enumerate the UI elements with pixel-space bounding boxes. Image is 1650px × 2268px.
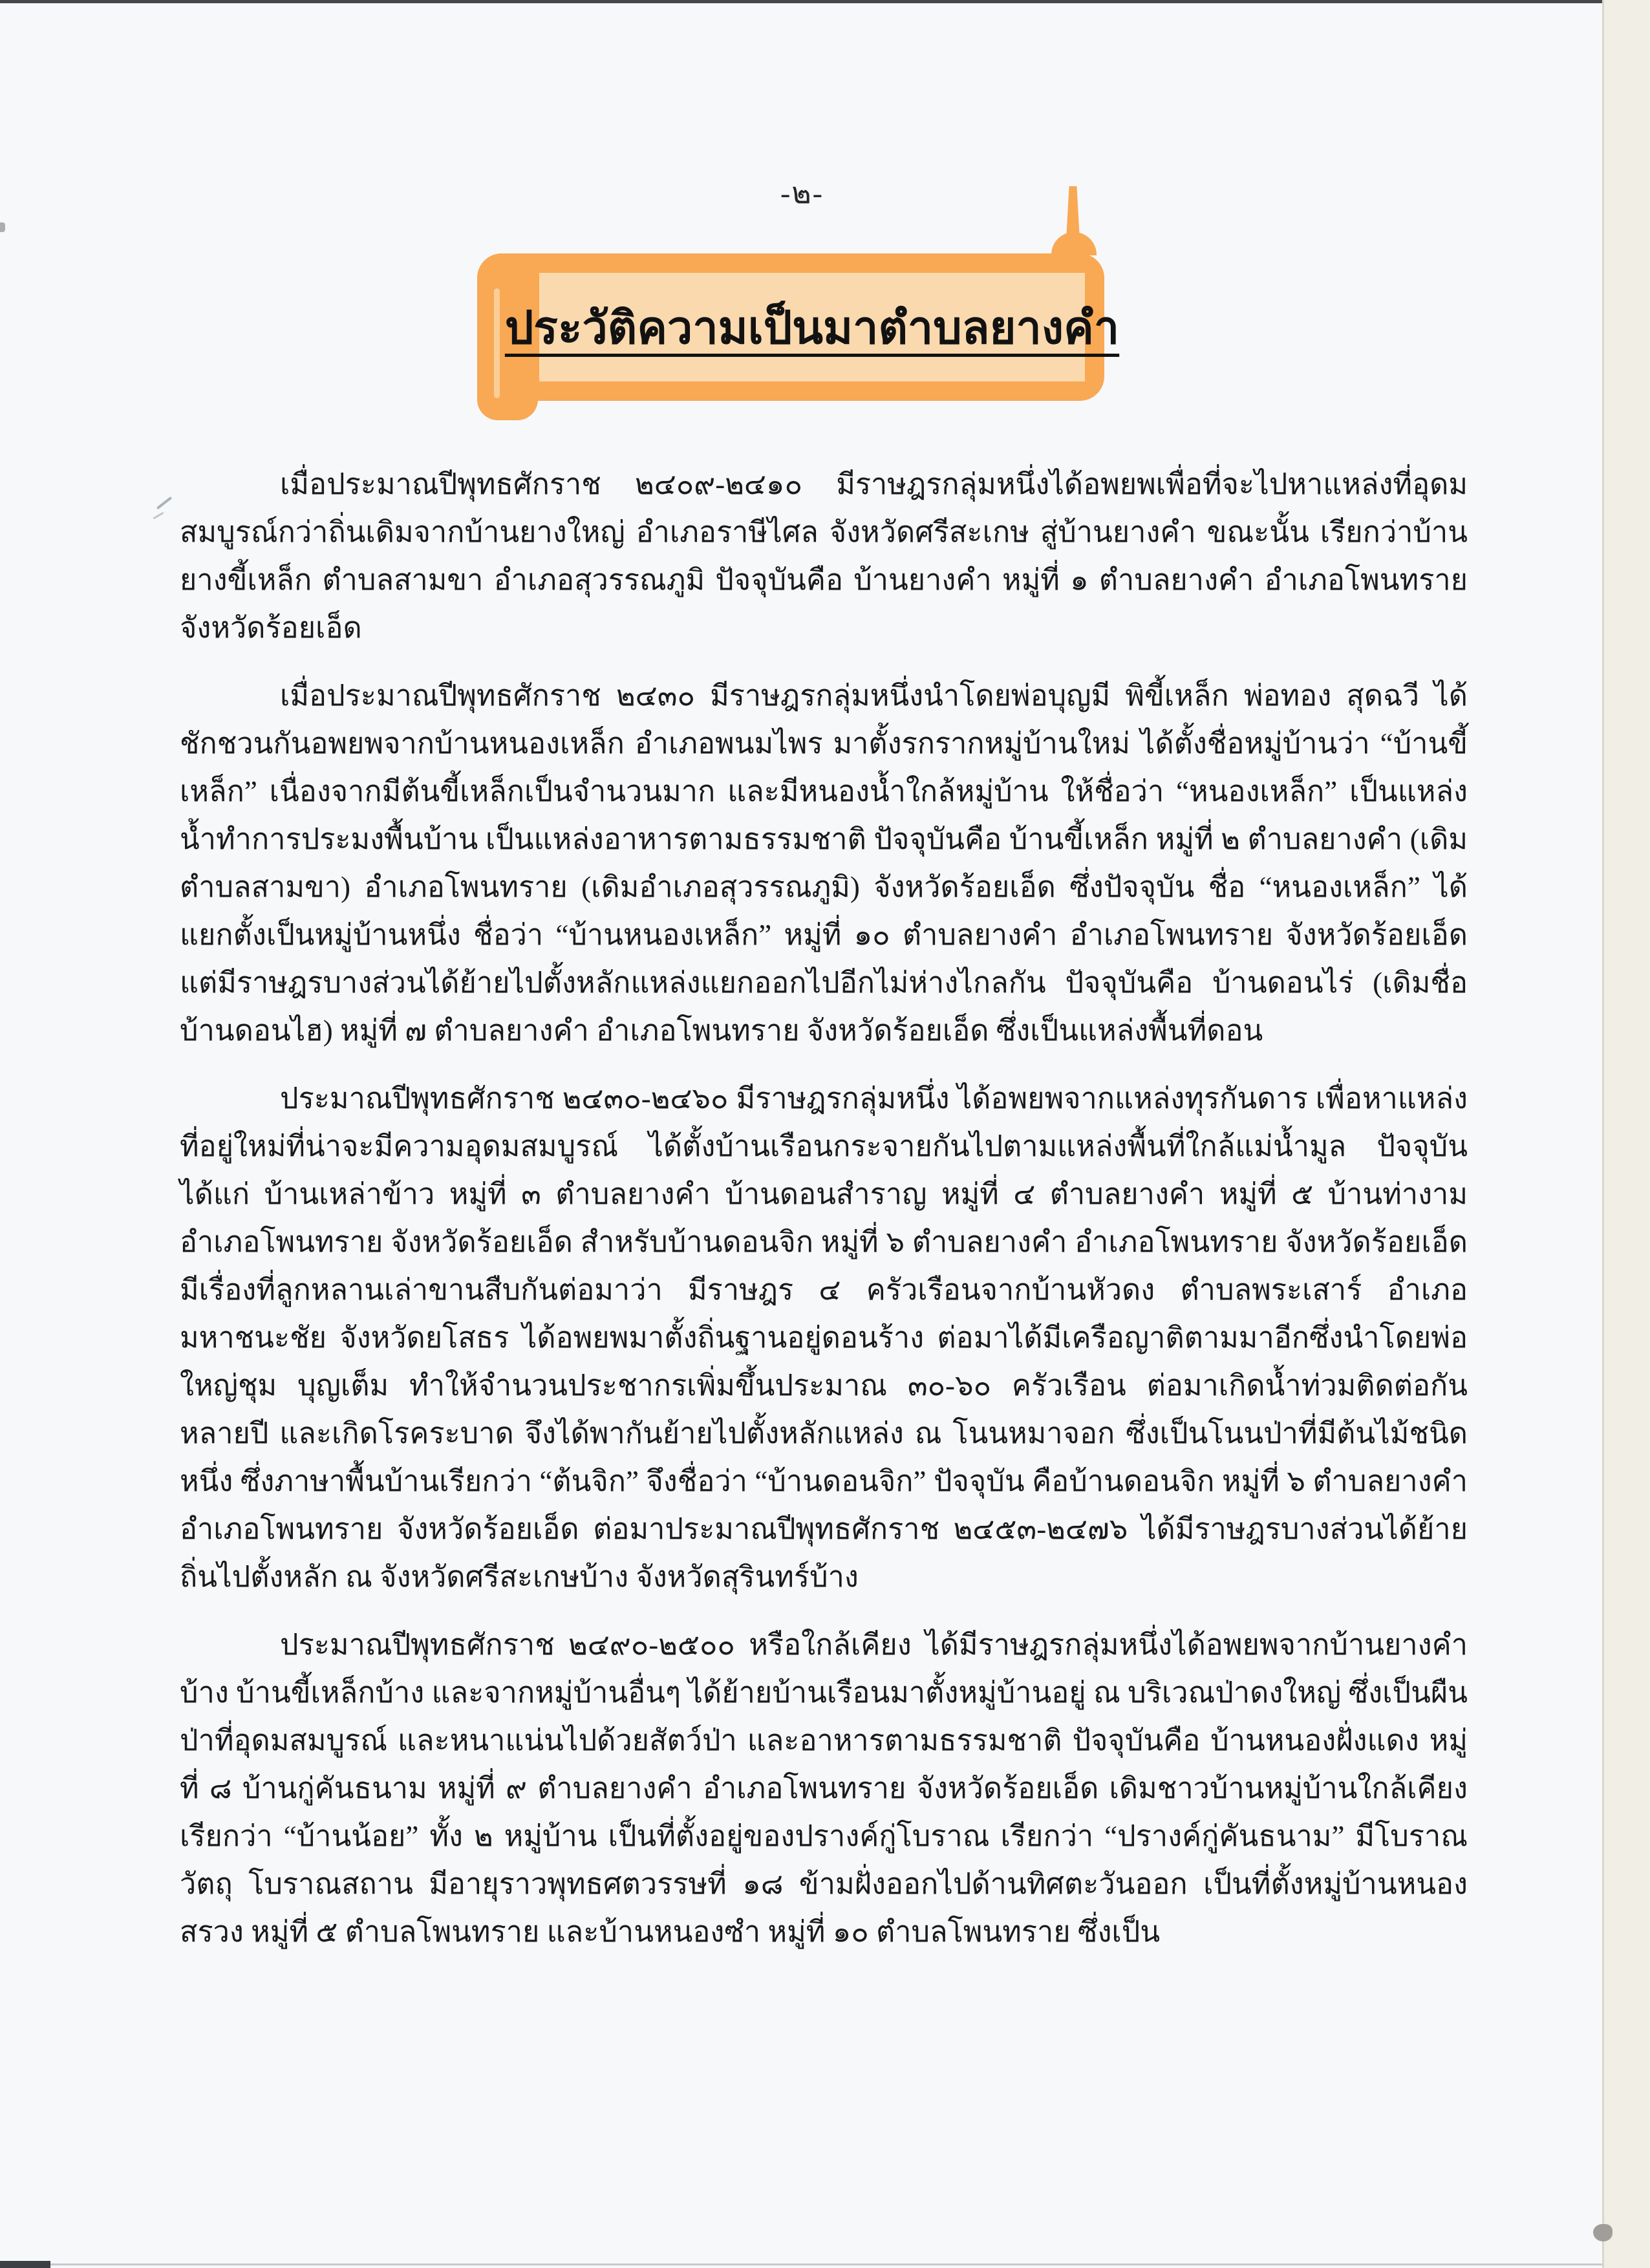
title-banner [477,253,1120,401]
scan-blob-artifact [1593,2224,1612,2241]
page-number: -๒- [780,177,824,209]
paragraph-3: ประมาณปีพุทธศักราช ๒๔๓๐-๒๔๖๐ มีราษฎรกลุ่มหนึ่ง ได้อพยพจากแหล่งทุรกันดาร เพื่อหาแหล่งที่อยู่ใหม่ที่น่าจะมีความอุดมสมบูรณ์ ได้ตั้งบ้านเรือนกระจายกันไปตามแหล่งพื้นที่ใกล้แม่น้ำมูล ปัจจุบันได้แก่ บ้านเหล่าข้าว หมู่ที่ ๓ ตำบลยางคำ บ้านดอนสำราญ หมู่ที่ ๔ ตำบลยางคำ หมู่ที่ ๕ บ้านท่างาม อำเภอโพนทราย จังหวัดร้อยเอ็ด สำหรับบ้านดอนจิก หมู่ที่ ๖ ตำบลยางคำ อำเภอโพนทราย จังหวัดร้อยเอ็ด มีเรื่องที่ลูกหลานเล่าขานสืบกันต่อมาว่า มีราษฎร ๔ ครัวเรือนจากบ้านหัวดง ตำบลพระเสาร์ อำเภอมหาชนะชัย จังหวัดยโสธร ได้อพยพมาตั้งถิ่นฐานอยู่ดอนร้าง ต่อมาได้มีเครือญาติตามมาอีกซึ่งนำโดยพ่อใหญ่ชุม บุญเต็ม ทำให้จำนวนประชากรเพิ่มขึ้นประมาณ ๓๐-๖๐ ครัวเรือน ต่อมาเกิดน้ำท่วมติดต่อกันหลายปี และเกิดโรคระบาด จึงได้พากันย้ายไปตั้งหลักแหล่ง ณ โนนหมาจอก ซึ่งเป็นโนนป่าที่มีต้นไม้ชนิดหนึ่ง ซึ่งภาษาพื้นบ้านเรียกว่า “ต้นจิก” จึงชื่อว่า “บ้านดอนจิก” ปัจจุบัน คือบ้านดอนจิก หมู่ที่ ๖ ตำบลยางคำ อำเภอโพนทราย จังหวัดร้อยเอ็ด ต่อมาประมาณปีพุทธศักราช ๒๔๕๓-๒๔๗๖ ได้มีราษฎรบางส่วนได้ย้ายถิ่นไปตั้งหลัก ณ จังหวัดศรีสะเกษบ้าง จังหวัดสุรินทร์บ้าง [180,1082,1468,1593]
scan-edge-bottom [26,2263,1602,2265]
scan-smudge-artifact [156,497,173,509]
title-banner-panel [504,273,1120,381]
scroll-roll-highlight [494,288,500,398]
scroll-knob-decoration [1051,232,1097,255]
scan-edge-top [0,0,1602,3]
document-body [180,460,1468,1976]
page-title: ประวัติความเป็นมาตำบลยางคำ [504,303,1120,354]
scan-edge-mark [0,222,5,232]
paragraph-1: เมื่อประมาณปีพุทธศักราช ๒๔๐๙-๒๔๑๐ มีราษฎรกลุ่มหนึ่งได้อพยพเพื่อที่จะไปหาแหล่งที่อุดมสมบูรณ์กว่าถิ่นเดิมจากบ้านยางใหญ่ อำเภอราษีไศล จังหวัดศรีสะเกษ สู่บ้านยางคำ ขณะนั้น เรียกว่าบ้านยางขี้เหล็ก ตำบลสามขา อำเภอสุวรรณภูมิ ปัจจุบันคือ บ้านยางคำ หมู่ที่ ๑ ตำบลยางคำ อำเภอโพนทราย จังหวัดร้อยเอ็ด [180,468,1468,644]
paragraph-4: ประมาณปีพุทธศักราช ๒๔๙๐-๒๕๐๐ หรือใกล้เคียง ได้มีราษฎรกลุ่มหนึ่งได้อพยพจากบ้านยางคำบ้าง บ้านขี้เหล็กบ้าง และจากหมู่บ้านอื่นๆ ได้ย้ายบ้านเรือนมาตั้งหมู่บ้านอยู่ ณ บริเวณป่าดงใหญ่ ซึ่งเป็นผืนป่าที่อุดมสมบูรณ์ และหนาแน่นไปด้วยสัตว์ป่า และอาหารตามธรรมชาติ ปัจจุบันคือ บ้านหนองฝั่งแดง หมู่ที่ ๘ บ้านกู่คันธนาม หมู่ที่ ๙ ตำบลยางคำ อำเภอโพนทราย จังหวัดร้อยเอ็ด เดิมชาวบ้านหมู่บ้านใกล้เคียง เรียกว่า “บ้านน้อย” ทั้ง ๒ หมู่บ้าน เป็นที่ตั้งอยู่ของปรางค์กู่โบราณ เรียกว่า “ปรางค์กู่คันธนาม” มีโบราณวัตถุ โบราณสถาน มีอายุราวพุทธศตวรรษที่ ๑๘ ข้ามฝั่งออกไปด้านทิศตะวันออก เป็นที่ตั้งหมู่บ้านหนองสรวง หมู่ที่ ๕ ตำบลโพนทราย และบ้านหนองซำ หมู่ที่ ๑๐ ตำบลโพนทราย ซึ่งเป็น [180,1629,1468,1948]
paper-right-edge [1602,0,1604,2268]
paragraph-2: เมื่อประมาณปีพุทธศักราช ๒๔๓๐ มีราษฎรกลุ่มหนึ่งนำโดยพ่อบุญมี พิขี้เหล็ก พ่อทอง สุดฉวี ได้ชักชวนกันอพยพจากบ้านหนองเหล็ก อำเภอพนมไพร มาตั้งรกรากหมู่บ้านใหม่ ได้ตั้งชื่อหมู่บ้านว่า “บ้านขี้เหล็ก” เนื่องจากมีต้นขี้เหล็กเป็นจำนวนมาก และมีหนองน้ำใกล้หมู่บ้าน ให้ชื่อว่า “หนองเหล็ก” เป็นแหล่งน้ำทำการประมงพื้นบ้าน เป็นแหล่งอาหารตามธรรมชาติ ปัจจุบันคือ บ้านขี้เหล็ก หมู่ที่ ๒ ตำบลยางคำ (เดิมตำบลสามขา) อำเภอโพนทราย (เดิมอำเภอสุวรรณภูมิ) จังหวัดร้อยเอ็ด ซึ่งปัจจุบัน ชื่อ “หนองเหล็ก” ได้แยกตั้งเป็นหมู่บ้านหนึ่ง ชื่อว่า “บ้านหนองเหล็ก” หมู่ที่ ๑๐ ตำบลยางคำ อำเภอโพนทราย จังหวัดร้อยเอ็ด แต่มีราษฎรบางส่วนได้ย้ายไปตั้งหลักแหล่งแยกออกไปอีกไม่ห่างไกลกัน ปัจจุบันคือ บ้านดอนไร่ (เดิมชื่อบ้านดอนไฮ) หมู่ที่ ๗ ตำบลยางคำ อำเภอโพนทราย จังหวัดร้อยเอ็ด ซึ่งเป็นแหล่งพื้นที่ดอน [180,679,1468,1047]
scan-edge-bottom-corner [0,2261,50,2268]
scan-smudge-artifact [153,512,164,520]
